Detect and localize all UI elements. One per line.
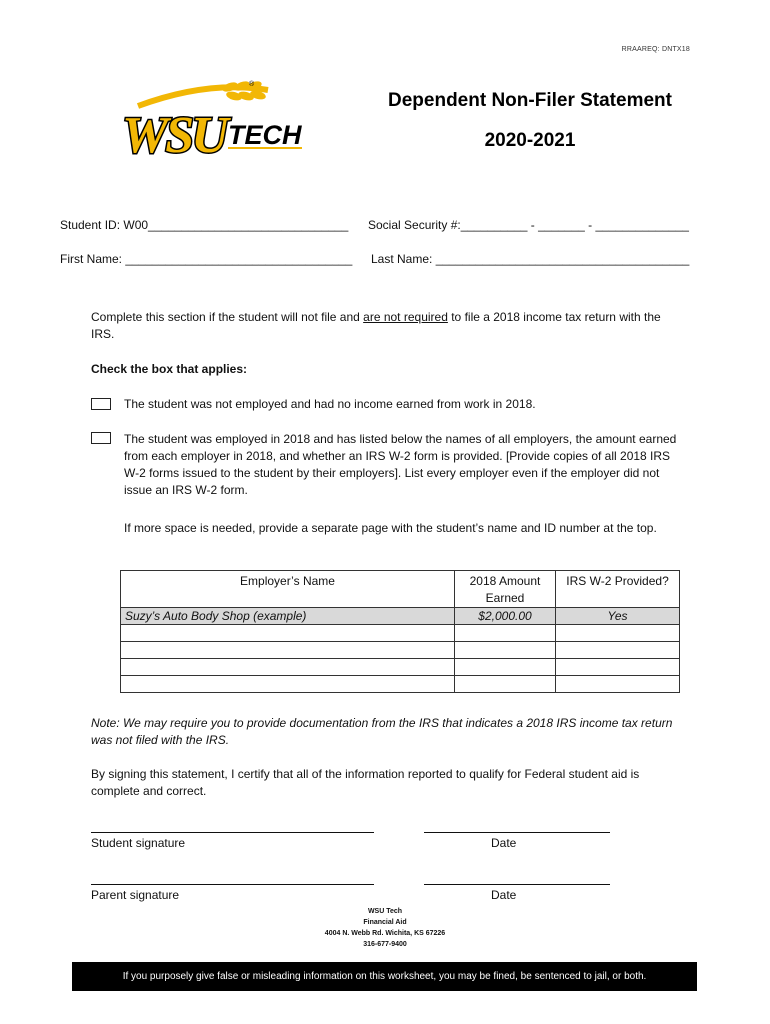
- student-date-label: Date: [491, 836, 517, 850]
- amount-cell[interactable]: [455, 676, 556, 693]
- option-not-employed: The student was not employed and had no income earned from work in 2018.: [124, 397, 536, 411]
- document-year: 2020-2021: [484, 130, 576, 151]
- amount-cell[interactable]: [455, 642, 556, 659]
- student-id-field[interactable]: Student ID: W00______________________________: [60, 218, 349, 232]
- header-employer-name: Employer’s Name: [121, 571, 455, 608]
- amount-cell[interactable]: [455, 625, 556, 642]
- amount-cell[interactable]: [455, 659, 556, 676]
- w2-cell[interactable]: [556, 642, 680, 659]
- document-title: Dependent Non-Filer Statement: [388, 90, 672, 111]
- check-heading: Check the box that applies:: [91, 362, 248, 376]
- table-row-example: [121, 608, 680, 625]
- footer-phone: 316-677-9400: [363, 941, 407, 948]
- header-amount-earned: 2018 Amount Earned: [455, 571, 556, 608]
- header-w2-provided: IRS W-2 Provided?: [556, 571, 680, 608]
- student-signature-label: Student signature: [91, 836, 186, 850]
- warning-banner: If you purposely give false or misleading information on this worksheet, you may be fined, be sentenced to jail, or both.: [72, 962, 697, 991]
- last-name-field[interactable]: Last Name: ______________________________________: [371, 252, 690, 266]
- footer-org: WSU Tech: [367, 908, 403, 915]
- logo-wsu-text: WSU: [122, 107, 226, 164]
- employer-cell[interactable]: [121, 676, 455, 693]
- ssn-field[interactable]: Social Security #:__________ - _______ - ______________: [368, 218, 689, 232]
- employer-cell[interactable]: [121, 625, 455, 642]
- employer-table: [120, 570, 680, 693]
- student-signature-line[interactable]: [91, 832, 374, 833]
- example-employer: Suzy’s Auto Body Shop (example): [121, 608, 455, 625]
- example-amount: $2,000.00: [455, 608, 556, 625]
- not-required-underline: are not required: [363, 310, 448, 324]
- student-date-line[interactable]: [424, 832, 610, 833]
- parent-signature-label: Parent signature: [91, 888, 180, 902]
- employer-cell[interactable]: [121, 659, 455, 676]
- table-row[interactable]: [121, 676, 680, 693]
- table-row[interactable]: [121, 642, 680, 659]
- intro-paragraph: Complete this section if the student will not file and are not required to file a 2018 income tax return with the IRS.: [91, 310, 661, 341]
- footer-dept: Financial Aid: [363, 919, 407, 926]
- parent-date-line[interactable]: [424, 884, 610, 885]
- logo-tech-text: TECH: [228, 120, 302, 150]
- table-row[interactable]: [121, 625, 680, 642]
- form-code: RRAAREQ: DNTX18: [621, 46, 690, 53]
- example-w2: Yes: [556, 608, 680, 625]
- employed-checkbox[interactable]: [91, 432, 111, 444]
- more-space-note: If more space is needed, provide a separate page with the student’s name and ID number at the top.: [124, 521, 657, 535]
- wsu-tech-logo: [118, 78, 314, 170]
- not-employed-checkbox[interactable]: [91, 398, 111, 410]
- parent-date-label: Date: [491, 888, 517, 902]
- parent-signature-line[interactable]: [91, 884, 374, 885]
- registered-mark: ®: [249, 81, 255, 88]
- footer-address-block: [270, 906, 500, 950]
- table-row[interactable]: [121, 659, 680, 676]
- w2-cell[interactable]: [556, 625, 680, 642]
- w2-cell[interactable]: [556, 659, 680, 676]
- employer-cell[interactable]: [121, 642, 455, 659]
- option-employed: The student was employed in 2018 and has listed below the names of all employers, the amount earned from each employer in 2018, and whether an IRS W-2 form is provided. [Provide copies of all 2018 IRS W-2 forms issued to the student by their employers]. List every employer even if the employer did not issue an IRS W-2 form.: [124, 432, 677, 497]
- certification-statement: By signing this statement, I certify that all of the information reported to qualify for Federal student aid is complete and correct.: [91, 767, 640, 798]
- first-name-field[interactable]: First Name: __________________________________: [60, 252, 353, 266]
- irs-documentation-note: Note: We may require you to provide documentation from the IRS that indicates a 2018 IRS income tax return was not filed with the IRS.: [91, 716, 673, 747]
- footer-address: 4004 N. Webb Rd. Wichita, KS 67226: [324, 930, 446, 937]
- w2-cell[interactable]: [556, 676, 680, 693]
- table-header-row: [121, 571, 680, 608]
